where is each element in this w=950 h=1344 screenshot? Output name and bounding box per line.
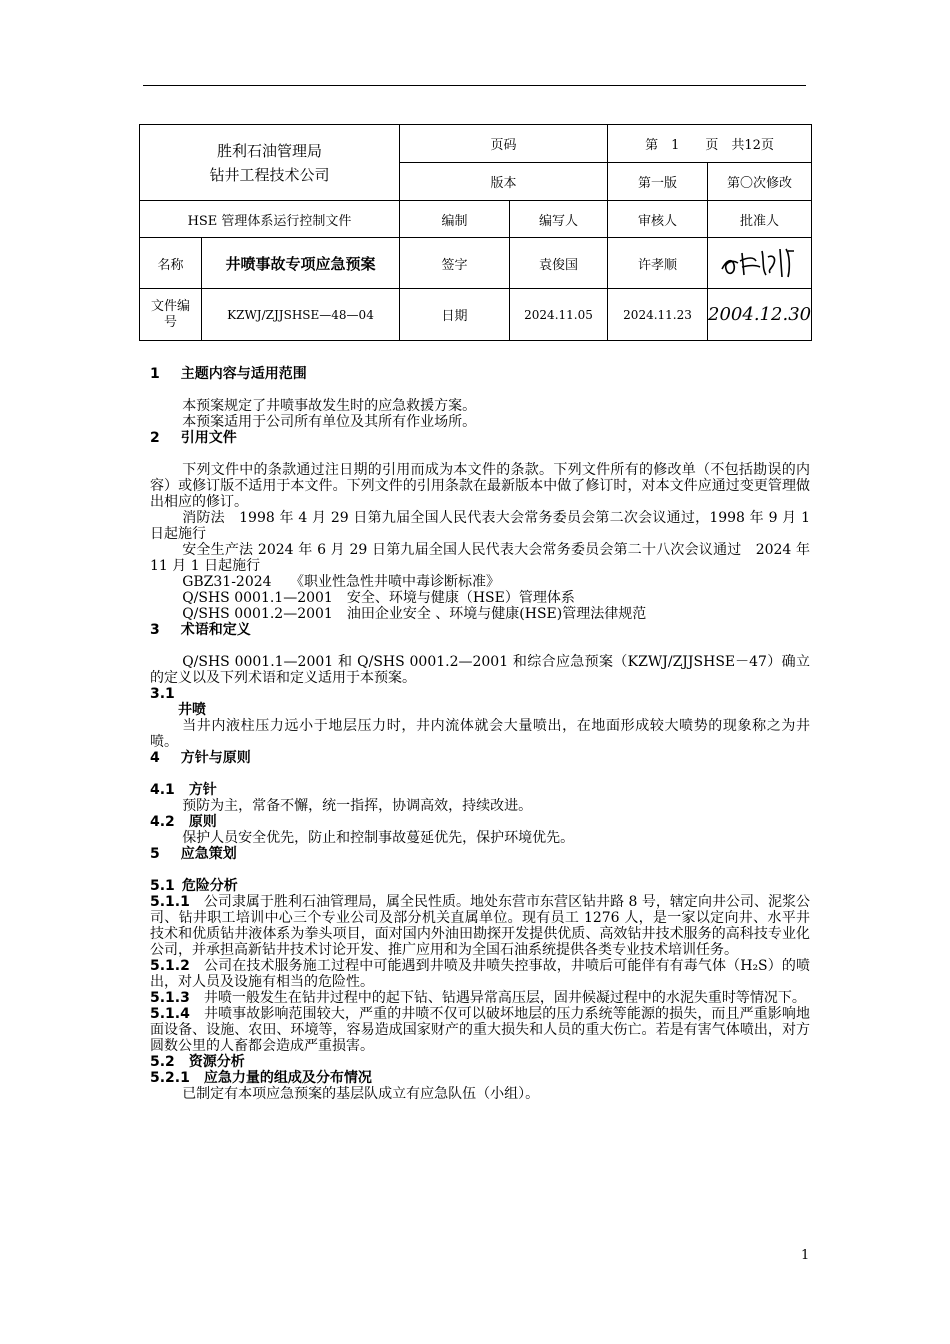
page-value: 第 1 页 共12页 <box>608 125 812 163</box>
approver-signature <box>708 238 812 289</box>
section-title: 主题内容与适用范围 <box>180 366 307 382</box>
paragraph: GBZ31-2024 《职业性急性井喷中毒诊断标准》 <box>182 574 501 590</box>
version-label: 版本 <box>400 163 608 201</box>
paragraph: 本预案规定了井喷事故发生时的应急救援方案。 <box>182 398 477 414</box>
section-4-1-heading <box>150 782 810 798</box>
document-body <box>150 366 810 1102</box>
paragraph: 消防法 1998 年 4 月 29 日第九届全国人民代表大会常务委员会第二次会议通过，1998 年 9 月 1 日起施行 <box>150 510 810 542</box>
col-compile: 编制 <box>400 201 510 238</box>
revision-value: 第〇次修改 <box>708 163 812 201</box>
reviewer-name: 许孝顺 <box>608 238 708 289</box>
paragraph: 已制定有本项应急预案的基层队成立有应急队伍（小组）。 <box>182 1086 540 1102</box>
section-title: 危险分析 <box>181 878 238 894</box>
col-approver: 批准人 <box>708 201 812 238</box>
col-reviewer: 审核人 <box>608 201 708 238</box>
date-approver-handwritten: 2004.12.30 <box>708 289 812 341</box>
section-number: 5 <box>150 846 160 862</box>
date-reviewer: 2024.11.23 <box>608 289 708 341</box>
section-5-2-1-heading <box>150 1070 810 1086</box>
clause-5-1-4 <box>150 1006 810 1054</box>
clause-number: 5.1.4 <box>150 1006 190 1022</box>
clause-text: 井喷一般发生在钻井过程中的起下钻、钻遇异常高压层，固井候凝过程中的水泥失重时等情况下。 <box>203 990 806 1006</box>
clause-5-1-1 <box>150 894 810 958</box>
section-3-1-number: 3.1 <box>150 686 175 702</box>
paragraph: 本预案适用于公司所有单位及其所有作业场所。 <box>182 414 477 430</box>
section-5-1-heading <box>150 878 810 894</box>
section-1-heading <box>150 366 810 382</box>
section-4-heading <box>150 750 810 766</box>
paragraph: Q/SHS 0001.1—2001 安全、环境与健康（HSE）管理体系 <box>182 590 575 606</box>
clause-number: 5.1.2 <box>150 958 190 974</box>
clause-number: 5.1.1 <box>150 894 190 910</box>
handwritten-signature-icon <box>712 239 808 283</box>
paragraph: Q/SHS 0001.1—2001 和 Q/SHS 0001.2—2001 和综合应急预案（KZWJ/ZJJSHSE－47）确立的定义以及下列术语和定义适用于本预案。 <box>150 654 810 686</box>
section-3-1-title: 井喷 <box>178 702 206 718</box>
section-number: 4 <box>150 750 160 766</box>
paragraph: 安全生产法 2024 年 6 月 29 日第九届全国人民代表大会常务委员会第二十八次会议通过 2024 年 11 月 1 日起施行 <box>150 542 810 574</box>
clause-text: 井喷事故影响范围较大，严重的井喷不仅可以破坏地层的压力系统等能源的损失，而且严重影响地面设备、设施、农田、环境等，容易造成国家财产的重大损失和人员的重大伤亡。若是有害气体喷出，对方圆数公里的人畜都会造成严重损害。 <box>150 1006 810 1054</box>
clause-5-1-2 <box>150 958 810 990</box>
writer-name: 袁俊国 <box>510 238 608 289</box>
paragraph: 保护人员安全优先，防止和控制事故蔓延优先，保护环境优先。 <box>182 830 575 846</box>
clause-number: 5.1.3 <box>150 990 190 1006</box>
paragraph: Q/SHS 0001.2—2001 油田企业安全 、环境与健康(HSE)管理法律规范 <box>182 606 647 622</box>
paragraph: 当井内液柱压力远小于地层压力时，井内流体就会大量喷出，在地面形成较大喷势的现象称之为井喷。 <box>150 718 810 750</box>
fileno-value: KZWJ/ZJJSHSE—48—04 <box>202 289 400 341</box>
org-line-2: 钻井工程技术公司 <box>209 165 330 184</box>
document-title: 井喷事故专项应急预案 <box>202 238 400 289</box>
section-3-heading <box>150 622 810 638</box>
section-title: 术语和定义 <box>180 622 251 638</box>
clause-text: 公司在技术服务施工过程中可能遇到井喷及井喷失控事故，井喷后可能伴有有毒气体（H₂S）的喷出，对人员及设施有相当的危险性。 <box>150 958 810 990</box>
clause-text: 公司隶属于胜利石油管理局，属全民性质。地处东营市东营区钻井路 8 号，辖定向井公司、泥浆公司、钻井职工培训中心三个专业公司及部分机关直属单位。现有员工 1276 人，是一家以定向井、水平井技术和优质钻井液体系为拳头项目，面对国内外油田勘探开发提供优质、高效钻井技术服务的高科技专业化公司，并承担高新钻井技术讨论开发、推广应用和为全国石油系统提供各类专业技术培训任务。 <box>150 894 810 958</box>
section-number: 1 <box>150 366 160 382</box>
section-title: 方针 <box>188 782 217 798</box>
section-5-2-heading <box>150 1054 810 1070</box>
document-control-table <box>139 124 812 341</box>
section-2-heading <box>150 430 810 446</box>
version-value: 第一版 <box>608 163 708 201</box>
organization-name <box>140 125 400 201</box>
section-number: 2 <box>150 430 160 446</box>
section-number: 5.2 <box>150 1054 175 1070</box>
section-title: 原则 <box>188 814 217 830</box>
section-title: 应急力量的组成及分布情况 <box>203 1070 372 1086</box>
section-5-heading <box>150 846 810 862</box>
section-title: 引用文件 <box>180 430 237 446</box>
page-number: 1 <box>801 1248 810 1263</box>
col-writer: 编写人 <box>510 201 608 238</box>
fileno-label: 文件编号 <box>140 289 202 341</box>
paragraph: 下列文件中的条款通过注日期的引用而成为本文件的条款。下列文件所有的修改单（不包括勘误的内容）或修订版不适用于本文件。下列文件的引用条款在最新版本中做了修订时，对本文件应通过变更管理做出相应的修订。 <box>150 462 810 510</box>
system-label: HSE 管理体系运行控制文件 <box>140 201 400 238</box>
section-title: 资源分析 <box>188 1054 245 1070</box>
top-rule <box>143 85 806 86</box>
section-number: 4.2 <box>150 814 175 830</box>
section-number: 5.2.1 <box>150 1070 190 1086</box>
section-number: 4.1 <box>150 782 175 798</box>
paragraph: 预防为主，常备不懈，统一指挥，协调高效，持续改进。 <box>182 798 533 814</box>
date-writer: 2024.11.05 <box>510 289 608 341</box>
org-line-1: 胜利石油管理局 <box>217 141 323 160</box>
clause-5-1-3 <box>150 990 810 1006</box>
section-title: 方针与原则 <box>180 750 251 766</box>
section-number: 3 <box>150 622 160 638</box>
sign-label: 签字 <box>400 238 510 289</box>
section-title: 应急策划 <box>180 846 237 862</box>
section-number: 5.1 <box>150 878 175 894</box>
section-4-2-heading <box>150 814 810 830</box>
page-label: 页码 <box>400 125 608 163</box>
name-label: 名称 <box>140 238 202 289</box>
date-label: 日期 <box>400 289 510 341</box>
